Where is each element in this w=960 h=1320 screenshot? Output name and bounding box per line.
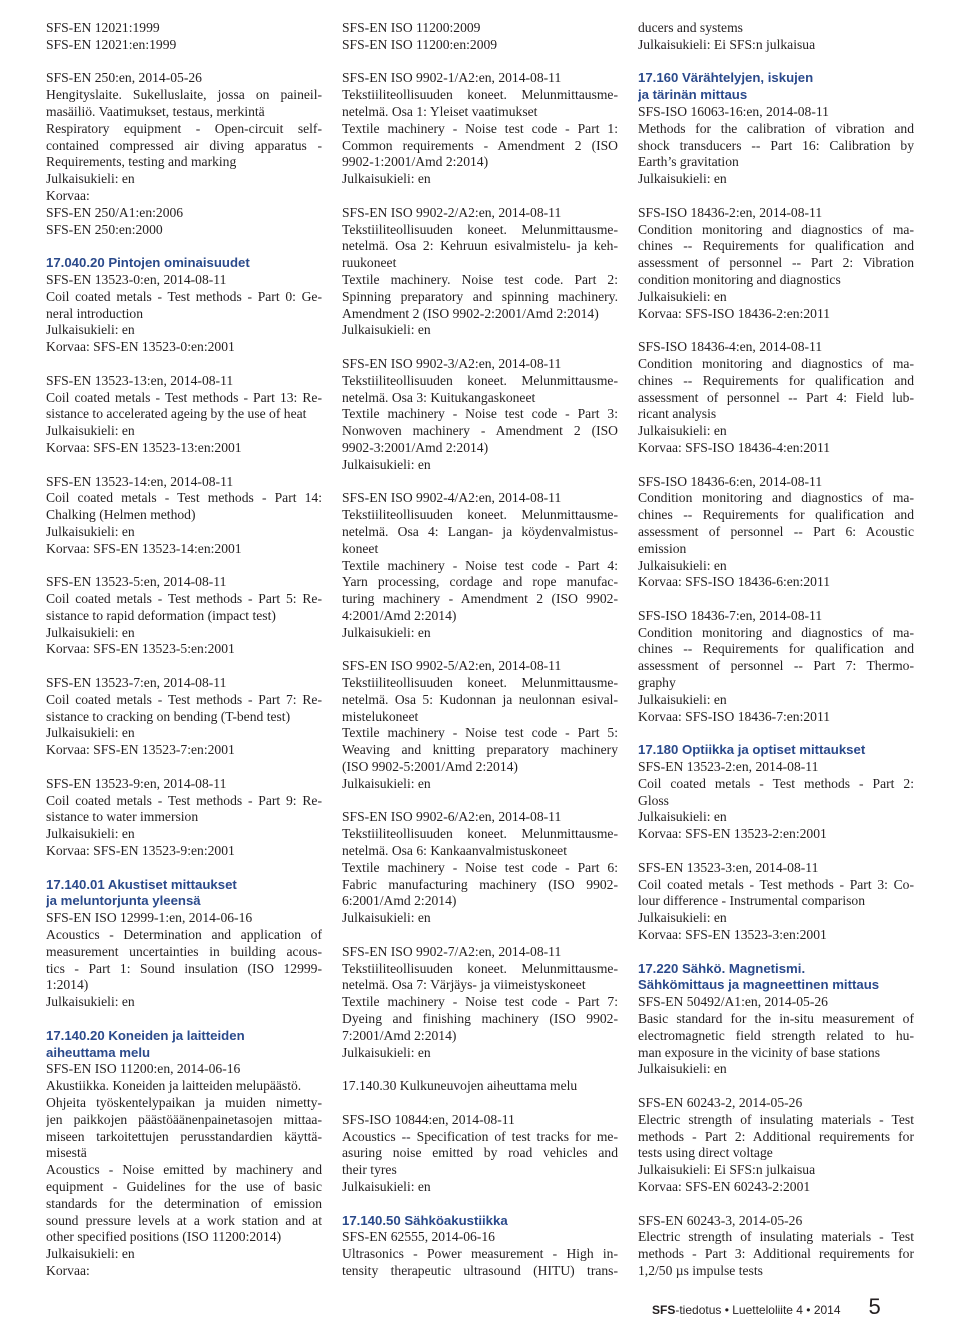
- text-line: netelmä. Osa 2: Kehruun esivalmistelu- ja keh-: [342, 238, 618, 254]
- text-line: SFS-ISO 18436-7:en, 2014-08-11: [638, 607, 823, 623]
- column-left: [46, 20, 322, 1280]
- spacer: [342, 1061, 618, 1078]
- text-line: Electric strength of insulating materials - Test: [638, 1111, 914, 1127]
- text-line: SFS-EN 13523-9:en, 2014-08-11: [46, 775, 227, 791]
- text-line: Korvaa: SFS-EN 13523-7:en:2001: [46, 742, 235, 758]
- spacer: [638, 591, 914, 608]
- text-line: Korvaa: SFS-EN 60243-2:2001: [638, 1178, 811, 1194]
- text-line: Julkaisukieli: en: [638, 171, 727, 187]
- spacer: [46, 558, 322, 575]
- text-line: assessment of personnel -- Part 6: Acoustic: [638, 523, 914, 539]
- text-line: Textile machinery - Noise test code - Part 5:: [342, 725, 618, 741]
- text-line: Julkaisukieli: en: [638, 809, 727, 825]
- spacer: [46, 238, 322, 255]
- text-line: Coil coated metals - Test methods - Part 2:: [638, 775, 914, 791]
- text-line: turing machinery - Amendment 2 (ISO 9902-: [342, 591, 618, 607]
- text-line: Korvaa: SFS-EN 13523-3:en:2001: [638, 927, 827, 943]
- text-line: Korvaa: SFS-EN 13523-9:en:2001: [46, 843, 235, 859]
- text-line: SFS-EN ISO 9902-4/A2:en, 2014-08-11: [342, 490, 562, 506]
- text-line: Fabric manufacturing machinery (ISO 9902-: [342, 876, 618, 892]
- section-heading: 17.180 Optiikka ja optiset mittaukset: [638, 742, 866, 758]
- column-right: [638, 20, 914, 1280]
- text-line: chines -- Requirements for qualification and: [638, 238, 914, 254]
- text-line: miseen tarkoitettujen perusstandardien käyttä-: [46, 1128, 322, 1144]
- text-line: Ultrasonics - Power measurement - High in-: [342, 1246, 618, 1262]
- text-line: Hengityslaite. Sukelluslaite, jossa on paineil-: [46, 87, 322, 103]
- text-line: Tekstiiliteollisuuden koneet. Melunmittausme-: [342, 87, 618, 103]
- spacer: [342, 474, 618, 491]
- spacer: [638, 54, 914, 71]
- text-line: Korvaa: SFS-EN 13523-2:en:2001: [638, 826, 827, 842]
- text-line: Acoustics - Determination and application of: [46, 927, 322, 943]
- text-line: 4:2001/Amd 2:2014): [342, 607, 457, 623]
- text-line: Julkaisukieli: en: [46, 1246, 135, 1262]
- text-line: shock transducers -- Part 16: Calibration by: [638, 137, 914, 153]
- text-line: SFS-EN 60243-2, 2014-05-26: [638, 1095, 803, 1110]
- text-line: Weaving and knitting preparatory machinery: [342, 742, 618, 758]
- text-line: Korvaa: SFS-EN 13523-14:en:2001: [46, 540, 242, 556]
- text-line: netelmä. Osa 3: Kuitukangaskoneet: [342, 389, 536, 405]
- text-line: SFS-EN 60243-3, 2014-05-26: [638, 1212, 803, 1228]
- text-line: netelmä. Osa 1: Yleiset vaatimukset: [342, 103, 538, 119]
- text-line: SFS-ISO 16063-16:en, 2014-08-11: [638, 103, 829, 119]
- text-line: Tekstiiliteollisuuden koneet. Melunmittausme-: [342, 372, 618, 388]
- text-line: Julkaisukieli: en: [46, 994, 135, 1010]
- text-line: methods - Part 2: Additional requirements for: [638, 1128, 914, 1144]
- text-line: Julkaisukieli: Ei SFS:n julkaisua: [638, 36, 816, 52]
- spacer: [638, 725, 914, 742]
- text-line: emission: [638, 540, 687, 556]
- text-line: Korvaa: SFS-ISO 18436-6:en:2011: [638, 574, 831, 590]
- text-line: Korvaa: SFS-ISO 18436-2:en:2011: [638, 305, 831, 321]
- spacer: [46, 1011, 322, 1028]
- text-line: Acoustics -- Specification of test tracks for me-: [342, 1128, 618, 1144]
- text-line: SFS-ISO 18436-4:en, 2014-08-11: [638, 339, 823, 355]
- text-line: tics - Part 1: Sound insulation (ISO 12999-: [46, 960, 322, 976]
- section-heading: 17.160 Värähtelyjen, iskujen: [638, 70, 814, 86]
- text-line: mistelukoneet: [342, 708, 419, 724]
- section-heading: aiheuttama melu: [46, 1044, 151, 1060]
- text-line: SFS-EN ISO 12999-1:en, 2014-06-16: [46, 910, 253, 926]
- spacer: [46, 860, 322, 877]
- text-line: lour difference - Instrumental comparison: [638, 893, 865, 909]
- text-line: assessment of personnel -- Part 7: Thermo-: [638, 658, 914, 674]
- text-line: SFS-EN 13523-13:en, 2014-08-11: [46, 372, 234, 388]
- text-line: Julkaisukieli: en: [342, 910, 431, 926]
- text-line: ducers and systems: [638, 20, 743, 35]
- text-line: assessment of personnel -- Part 2: Vibration: [638, 255, 914, 271]
- text-line: Tekstiiliteollisuuden koneet. Melunmittausme-: [342, 675, 618, 691]
- text-line: sound pressure levels at a work station and at: [46, 1212, 322, 1228]
- text-line: Korvaa: SFS-ISO 18436-7:en:2011: [638, 708, 831, 724]
- text-line: electromagnetic field strength related to hu-: [638, 1027, 914, 1043]
- section-heading: ja tärinän mittaus: [638, 87, 748, 103]
- text-line: SFS-ISO 10844:en, 2014-08-11: [342, 1111, 515, 1127]
- text-line: Earth’s gravitation: [638, 154, 739, 170]
- text-line: Dyeing and finishing machinery (ISO 9902-: [342, 1011, 618, 1027]
- text-line: Coil coated metals - Test methods - Part 0: Ge-: [46, 288, 322, 304]
- text-line: Julkaisukieli: en: [638, 557, 727, 573]
- text-line: Julkaisukieli: en: [46, 826, 135, 842]
- spacer: [638, 188, 914, 205]
- text-line: Julkaisukieli: en: [46, 171, 135, 187]
- text-line: Nonwoven machinery - Amendment 2 (ISO: [342, 423, 618, 439]
- text-line: SFS-EN 13523-3:en, 2014-08-11: [638, 859, 819, 875]
- text-line: Julkaisukieli: en: [638, 910, 727, 926]
- text-line: ricant analysis: [638, 406, 717, 422]
- text-line: Coil coated metals - Test methods - Part 3: Co-: [638, 876, 914, 892]
- text-line: Julkaisukieli: en: [342, 171, 431, 187]
- text-line: Condition monitoring and diagnostics of ma-: [638, 355, 914, 371]
- section-heading: 17.140.20 Koneiden ja laitteiden: [46, 1027, 245, 1043]
- spacer: [638, 1078, 914, 1095]
- text-line: Condition monitoring and diagnostics of ma-: [638, 221, 914, 237]
- text-line: Tekstiiliteollisuuden koneet. Melunmittausme-: [342, 960, 618, 976]
- text-line: Textile machinery - Noise test code - Part 1:: [342, 120, 618, 136]
- text-line: Condition monitoring and diagnostics of ma-: [638, 624, 914, 640]
- text-line: SFS-EN 13523-7:en, 2014-08-11: [46, 675, 227, 691]
- text-line: Julkaisukieli: en: [342, 322, 431, 338]
- text-line: netelmä. Osa 4: Langan- ja köydenvalmistus-: [342, 523, 618, 539]
- text-line: sistance to water immersion: [46, 809, 199, 825]
- text-line: Yarn processing, cordage and rope manufac-: [342, 574, 618, 590]
- spacer: [46, 658, 322, 675]
- spacer: [342, 54, 618, 71]
- text-line: man exposure in the vicinity of base stations: [638, 1044, 880, 1060]
- text-line: Textile machinery. Noise test code. Part 2:: [342, 271, 618, 287]
- text-line: Spinning preparatory and spinning machinery.: [342, 288, 618, 304]
- text-line: condition monitoring and diagnostics: [638, 271, 841, 287]
- text-line: Coil coated metals - Test methods - Part 7: Re-: [46, 691, 322, 707]
- text-line: Coil coated metals - Test methods - Part 13: Re-: [46, 389, 322, 405]
- text-line: asuring noise emitted by road vehicles and: [342, 1145, 618, 1161]
- spacer: [342, 1196, 618, 1213]
- text-line: Julkaisukieli: en: [46, 725, 135, 741]
- text-line: SFS-EN 13523-2:en, 2014-08-11: [638, 759, 819, 775]
- section-heading: 17.220 Sähkö. Magnetismi.: [638, 960, 806, 976]
- text-line: Julkaisukieli: Ei SFS:n julkaisua: [638, 1162, 816, 1178]
- text-line: misestä: [46, 1145, 87, 1161]
- text-line: Methods for the calibration of vibration and: [638, 120, 914, 136]
- spacer: [638, 1196, 914, 1213]
- text-line: koneet: [342, 540, 379, 556]
- text-line: Coil coated metals - Test methods - Part 14:: [46, 490, 322, 506]
- text-line: SFS-EN ISO 9902-1/A2:en, 2014-08-11: [342, 70, 562, 86]
- text-line: Julkaisukieli: en: [46, 322, 135, 338]
- footer-brand: SFS: [652, 1303, 676, 1317]
- section-heading: 17.040.20 Pintojen ominaisuudet: [46, 255, 250, 271]
- text-line: Julkaisukieli: en: [342, 1178, 431, 1194]
- text-line: SFS-EN 250/A1:en:2006: [46, 204, 184, 220]
- text-line: SFS-EN 13523-14:en, 2014-08-11: [46, 473, 234, 489]
- text-line: graphy: [638, 675, 676, 691]
- text-line: Textile machinery - Noise test code - Part 6:: [342, 859, 618, 875]
- text-line: Amendment 2 (ISO 9902-2:2001/Amd 2:2014): [342, 305, 599, 321]
- text-line: masäiliö. Vaatimukset, testaus, merkintä: [46, 103, 265, 119]
- text-line: Julkaisukieli: en: [638, 288, 727, 304]
- spacer: [638, 843, 914, 860]
- text-line: netelmä. Osa 5: Kudonnan ja neulonnan esival-: [342, 691, 618, 707]
- text-line: neral introduction: [46, 305, 144, 321]
- text-line: Textile machinery - Noise test code - Part 4:: [342, 557, 618, 573]
- text-line: Julkaisukieli: en: [46, 523, 135, 539]
- text-line: 1,2/50 µs impulse tests: [638, 1262, 763, 1278]
- text-line: Gloss: [638, 792, 669, 808]
- text-line: 1:2014): [46, 977, 89, 993]
- text-line: SFS-EN ISO 11200:2009: [342, 20, 481, 35]
- text-line: Julkaisukieli: en: [342, 624, 431, 640]
- text-line: Julkaisukieli: en: [342, 456, 431, 472]
- text-line: Julkaisukieli: en: [342, 775, 431, 791]
- section-heading: 17.140.01 Akustiset mittaukset: [46, 876, 237, 892]
- text-line: sistance to rapid deformation (impact test): [46, 607, 276, 623]
- page-footer: [652, 1294, 914, 1319]
- text-line: Julkaisukieli: en: [46, 624, 135, 640]
- spacer: [342, 641, 618, 658]
- text-line: SFS-EN ISO 9902-2/A2:en, 2014-08-11: [342, 204, 562, 220]
- text-line: Common requirements - Amendment 2 (ISO: [342, 137, 618, 153]
- spacer: [342, 793, 618, 810]
- text-line: methods - Part 3: Additional requirements for: [638, 1246, 914, 1262]
- text-line: SFS-ISO 18436-6:en, 2014-08-11: [638, 473, 823, 489]
- text-line: Respiratory equipment - Open-circuit self-: [46, 120, 322, 136]
- text-line: 17.140.30 Kulkuneuvojen aiheuttama melu: [342, 1078, 578, 1094]
- text-line: sistance to accelerated ageing by the use of heat: [46, 406, 307, 422]
- text-line: Julkaisukieli: en: [46, 423, 135, 439]
- text-line: Julkaisukieli: en: [638, 423, 727, 439]
- text-line: assessment of personnel -- Part 4: Field lub-: [638, 389, 914, 405]
- spacer: [342, 188, 618, 205]
- text-line: Chalking (Helmen method): [46, 507, 196, 523]
- text-line: netelmä. Osa 6: Kankaanvalmistuskoneet: [342, 843, 567, 859]
- text-line: Julkaisukieli: en: [638, 691, 727, 707]
- text-line: 9902-1:2001/Amd 2:2014): [342, 154, 489, 170]
- column-middle: [342, 20, 618, 1280]
- text-line: ruukoneet: [342, 255, 397, 271]
- text-line: SFS-EN 50492/A1:en, 2014-05-26: [638, 994, 828, 1010]
- text-line: tensity therapeutic ultrasound (HITU) trans-: [342, 1262, 618, 1278]
- spacer: [638, 944, 914, 961]
- text-line: 6:2001/Amd 2:2014): [342, 893, 457, 909]
- text-line: Textile machinery - Noise test code - Part 7:: [342, 994, 618, 1010]
- text-line: Akustiikka. Koneiden ja laitteiden melupäästö.: [46, 1078, 302, 1094]
- text-line: Ohjeita työskentelypaikan ja muiden nimetty-: [46, 1095, 322, 1110]
- text-line: Tekstiiliteollisuuden koneet. Melunmittausme-: [342, 221, 618, 237]
- text-line: sistance to cracking on bending (T-bend test): [46, 708, 291, 724]
- text-line: Coil coated metals - Test methods - Part 9: Re-: [46, 792, 322, 808]
- text-line: 7:2001/Amd 2:2014): [342, 1027, 457, 1043]
- footer-publication: -tiedotus • Luetteloliite 4 • 2014: [675, 1303, 841, 1317]
- text-line: (ISO 9902-5:2001/Amd 2:2014): [342, 759, 518, 775]
- text-line: SFS-EN 13523-5:en, 2014-08-11: [46, 574, 227, 590]
- text-line: Basic standard for the in-situ measurement of: [638, 1011, 914, 1027]
- spacer: [342, 1095, 618, 1112]
- text-line: Korvaa:: [46, 1262, 90, 1278]
- text-line: SFS-EN 12021:1999: [46, 20, 160, 35]
- text-line: SFS-EN ISO 11200:en, 2014-06-16: [46, 1061, 241, 1077]
- text-line: netelmä. Osa 7: Värjäys- ja viimeistyskoneet: [342, 977, 586, 993]
- text-line: Julkaisukieli: en: [342, 1044, 431, 1060]
- text-line: Korvaa: SFS-EN 13523-0:en:2001: [46, 339, 235, 355]
- page-number: 5: [868, 1294, 881, 1319]
- text-line: SFS-EN 12021:en:1999: [46, 36, 177, 52]
- spacer: [342, 927, 618, 944]
- text-line: Coil coated metals - Test methods - Part 5: Re-: [46, 591, 322, 607]
- spacer: [46, 356, 322, 373]
- text-line: Tekstiiliteollisuuden koneet. Melunmittausme-: [342, 826, 618, 842]
- spacer: [46, 759, 322, 776]
- text-line: chines -- Requirements for qualification and: [638, 372, 914, 388]
- text-line: other specified positions (ISO 11200:2014): [46, 1229, 282, 1245]
- text-line: their tyres: [342, 1162, 397, 1178]
- text-line: SFS-EN ISO 9902-7/A2:en, 2014-08-11: [342, 943, 562, 959]
- text-line: SFS-EN 250:en:2000: [46, 221, 163, 237]
- text-line: Korvaa: SFS-ISO 18436-4:en:2011: [638, 439, 831, 455]
- text-line: Condition monitoring and diagnostics of ma-: [638, 490, 914, 506]
- text-line: Tekstiiliteollisuuden koneet. Melunmittausme-: [342, 507, 618, 523]
- text-line: Julkaisukieli: en: [638, 1061, 727, 1077]
- text-line: standards for the determination of emission: [46, 1195, 322, 1211]
- spacer: [638, 322, 914, 339]
- text-line: SFS-EN ISO 9902-6/A2:en, 2014-08-11: [342, 809, 562, 825]
- text-line: chines -- Requirements for qualification and: [638, 507, 914, 523]
- text-line: SFS-ISO 18436-2:en, 2014-08-11: [638, 204, 823, 220]
- text-line: SFS-EN ISO 9902-3/A2:en, 2014-08-11: [342, 355, 562, 371]
- text-line: tests using direct voltage: [638, 1145, 773, 1161]
- text-line: SFS-EN 250:en, 2014-05-26: [46, 70, 202, 86]
- text-line: SFS-EN ISO 9902-5/A2:en, 2014-08-11: [342, 658, 562, 674]
- text-line: Textile machinery - Noise test code - Part 3:: [342, 406, 618, 422]
- text-line: SFS-EN ISO 11200:en:2009: [342, 36, 498, 52]
- section-heading: Sähkömittaus ja magneettinen mittaus: [638, 977, 880, 993]
- text-line: SFS-EN 62555, 2014-06-16: [342, 1229, 495, 1245]
- spacer: [46, 54, 322, 71]
- text-line: Korvaa: SFS-EN 13523-13:en:2001: [46, 439, 242, 455]
- spacer: [342, 339, 618, 356]
- spacer: [46, 457, 322, 474]
- text-line: jen paikkojen päästöäänenpainetasojen mittaa-: [46, 1111, 322, 1127]
- text-line: chines -- Requirements for qualification and: [638, 641, 914, 657]
- text-line: 9902-3:2001/Amd 2:2014): [342, 439, 489, 455]
- section-heading: 17.140.50 Sähköakustiikka: [342, 1212, 508, 1228]
- text-line: Electric strength of insulating materials - Test: [638, 1229, 914, 1245]
- text-line: measurement uncertainties in building acous-: [46, 943, 322, 959]
- text-line: Korvaa:: [46, 187, 90, 203]
- text-line: equipment - Guidelines for the use of basic: [46, 1178, 322, 1194]
- text-line: Requirements, testing and marking: [46, 154, 237, 170]
- text-line: contained compressed air diving apparatus -: [46, 137, 322, 153]
- text-line: Acoustics - Noise emitted by machinery and: [46, 1162, 322, 1178]
- text-line: SFS-EN 13523-0:en, 2014-08-11: [46, 271, 227, 287]
- text-line: Korvaa: SFS-EN 13523-5:en:2001: [46, 641, 235, 657]
- spacer: [638, 457, 914, 474]
- section-heading: ja meluntorjunta yleensä: [46, 893, 201, 909]
